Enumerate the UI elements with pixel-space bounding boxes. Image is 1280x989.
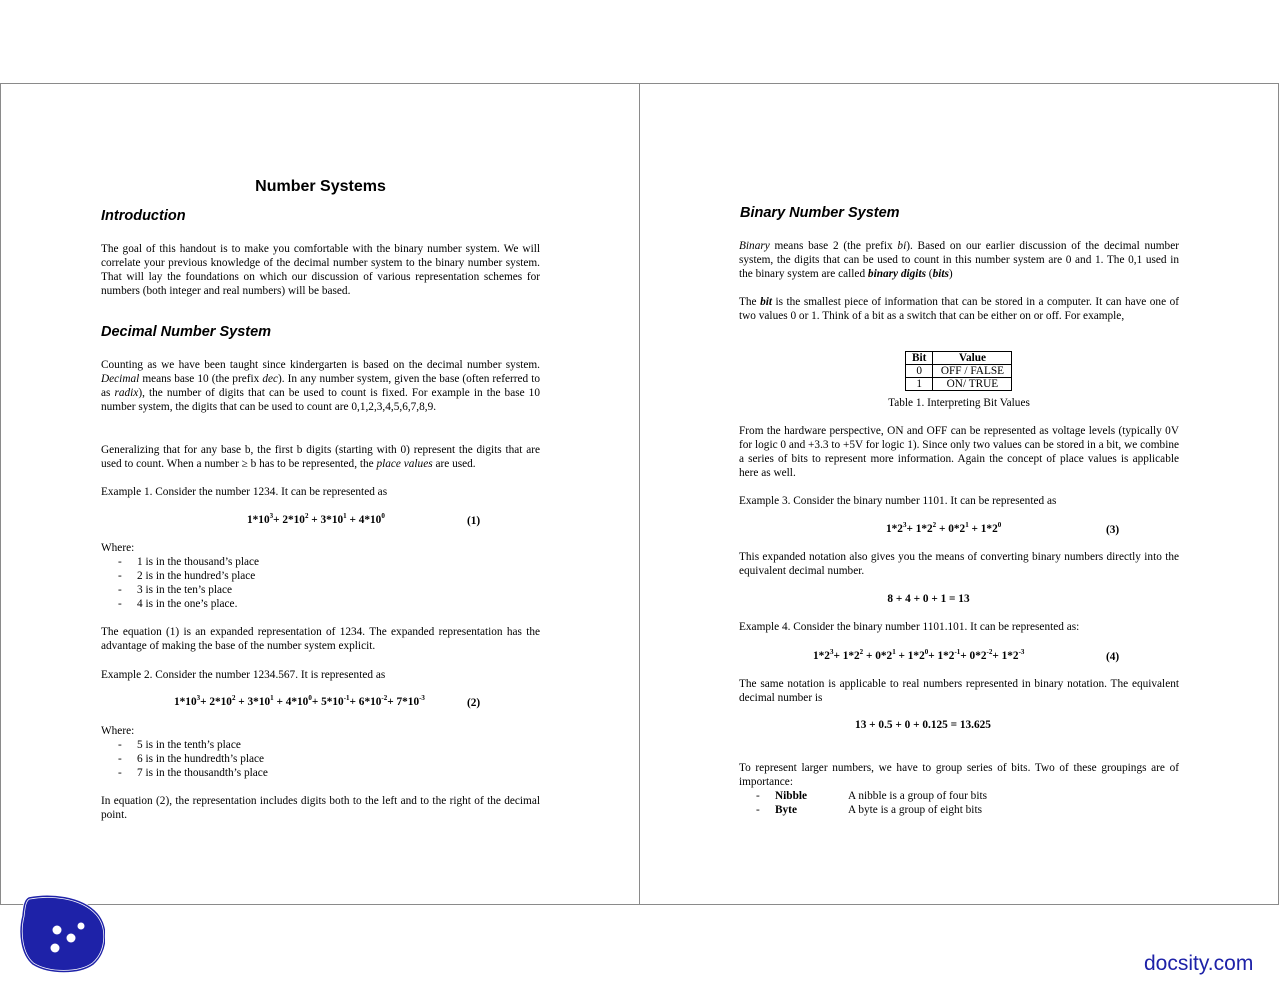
list-item: - 7 is in the thousandth’s place — [118, 767, 268, 779]
grouping-list — [739, 789, 987, 817]
sum-equation-2: 13 + 0.5 + 0 + 0.125 = 13.625 — [855, 719, 991, 731]
example-3-text: Example 3. Consider the binary number 1101. It can be represented as — [739, 495, 1057, 507]
table-row — [906, 365, 1012, 378]
sum-equation-1: 8 + 4 + 0 + 1 = 13 — [887, 593, 970, 605]
table-cell: ON/ TRUE — [933, 378, 1012, 391]
list-item: - Nibble A nibble is a group of four bits — [756, 790, 987, 802]
docsity-brand-link[interactable]: docsity.com — [1144, 952, 1254, 975]
expanded-representation-paragraph: The equation (1) is an expanded representation of 1234. The expanded representation has the advantage of making the base of the number system explicit. — [101, 626, 540, 652]
table-header-bit: Bit — [906, 352, 933, 365]
equation-3: $1*2^3+ 1*2^2 + 0*2^1 + 1*2^0$ — [886, 521, 1002, 535]
table-caption: Table 1. Interpreting Bit Values — [888, 397, 1030, 409]
decimal-paragraph: Counting as we have been taught since kindergarten is based on the decimal number system. Decimal means base 10 (the prefix dec). In any number system, given the base (often referred to as radix), the number of digits that can be used to count is fixed. For example in the base 10 number system, the digits that can be used to count are 0,1,2,3,4,5,6,7,8,9. — [101, 359, 540, 413]
list-item: - 1 is in the thousand’s place — [118, 556, 260, 568]
intro-paragraph: The goal of this handout is to make you comfortable with the binary number system. We will correlate your previous knowledge of the decimal number system to the binary number system. That will lay the foundations on which our discussion of various representation schemes for numbers (both integer and real numbers) will be based. — [101, 243, 540, 297]
hardware-paragraph: From the hardware perspective, ON and OFF can be represented as voltage levels (typically 0V for logic 0 and +3.3 to +5V for logic 1). Since only two values can be stored in a bit, we combine a series of bits to represent more information. Again the concept of place values is applicable here as well. — [739, 425, 1179, 479]
equation-4: $1*2^3+ 1*2^2 + 0*2^1 + 1*2^0+ 1*2^{-1}+ 0*2^{-2}+ 1*2^{-3}$ — [813, 648, 1025, 662]
intro-heading: Introduction — [101, 208, 186, 224]
where-label-2: Where: — [101, 725, 135, 737]
page-title: Number Systems — [255, 178, 386, 195]
list-item: - Byte A byte is a group of eight bits — [756, 804, 982, 816]
equation-1-label: (1) — [467, 515, 481, 527]
example-4-text: Example 4. Consider the binary number 1101.101. It can be represented as: — [739, 621, 1080, 633]
expanded-notation-paragraph: This expanded notation also gives you the means of converting binary numbers directly into the equivalent decimal number. — [739, 551, 1179, 577]
table-cell: 0 — [906, 365, 933, 378]
list-item: - 4 is in the one’s place. — [118, 598, 238, 610]
list-item: - 2 is in the hundred’s place — [118, 570, 256, 582]
grouping-paragraph: To represent larger numbers, we have to group series of bits. Two of these groupings are of importance: — [739, 762, 1179, 788]
table-header-row — [906, 352, 1012, 365]
list-item: - 5 is in the tenth’s place — [118, 739, 241, 751]
binary-paragraph: Binary means base 2 (the prefix bi). Based on our earlier discussion of the decimal number system, the digits that can be used to count in this number system are 0 and 1. The 0,1 used in the binary system are called binary digits (bits) — [739, 240, 1179, 280]
equation-4-label: (4) — [1106, 651, 1120, 663]
place-list-1 — [101, 555, 259, 611]
equation-2-label: (2) — [467, 697, 481, 709]
table-row — [906, 378, 1012, 391]
list-item: - 3 is in the ten’s place — [118, 584, 233, 596]
docsity-logo-icon — [19, 892, 105, 974]
page-divider — [639, 83, 640, 905]
binary-heading: Binary Number System — [740, 205, 900, 221]
example-2-text: Example 2. Consider the number 1234.567. It is represented as — [101, 669, 386, 681]
bit-paragraph: The bit is the smallest piece of information that can be stored in a computer. It can have one of two values 0 or 1. Think of a bit as a switch that can be either on or off. For example, — [739, 296, 1179, 322]
table-cell: 1 — [906, 378, 933, 391]
equation-3-label: (3) — [1106, 524, 1120, 536]
bit-values-table — [905, 351, 1012, 391]
table-header-value: Value — [933, 352, 1012, 365]
example-1-text: Example 1. Consider the number 1234. It can be represented as — [101, 486, 388, 498]
equation-1: $1*10^3+ 2*10^2 + 3*10^1 + 4*10^0$ — [247, 512, 385, 526]
generalizing-paragraph: Generalizing that for any base b, the first b digits (starting with 0) represent the digits that are used to count. When a number ≥ b has to be represented, the place values are used. — [101, 444, 540, 470]
table-cell: OFF / FALSE — [933, 365, 1012, 378]
list-item: - 6 is in the hundredth’s place — [118, 753, 265, 765]
real-numbers-paragraph: The same notation is applicable to real numbers represented in binary notation. The equivalent decimal number is — [739, 678, 1179, 704]
decimal-point-paragraph: In equation (2), the representation includes digits both to the left and to the right of the decimal point. — [101, 795, 540, 821]
where-label-1: Where: — [101, 542, 135, 554]
equation-2: $1*10^3+ 2*10^2 + 3*10^1 + 4*10^0+ 5*10^{-1}+ 6*10^{-2}+ 7*10^{-3}$ — [174, 694, 425, 708]
decimal-heading: Decimal Number System — [101, 324, 272, 340]
place-list-2 — [101, 738, 268, 780]
